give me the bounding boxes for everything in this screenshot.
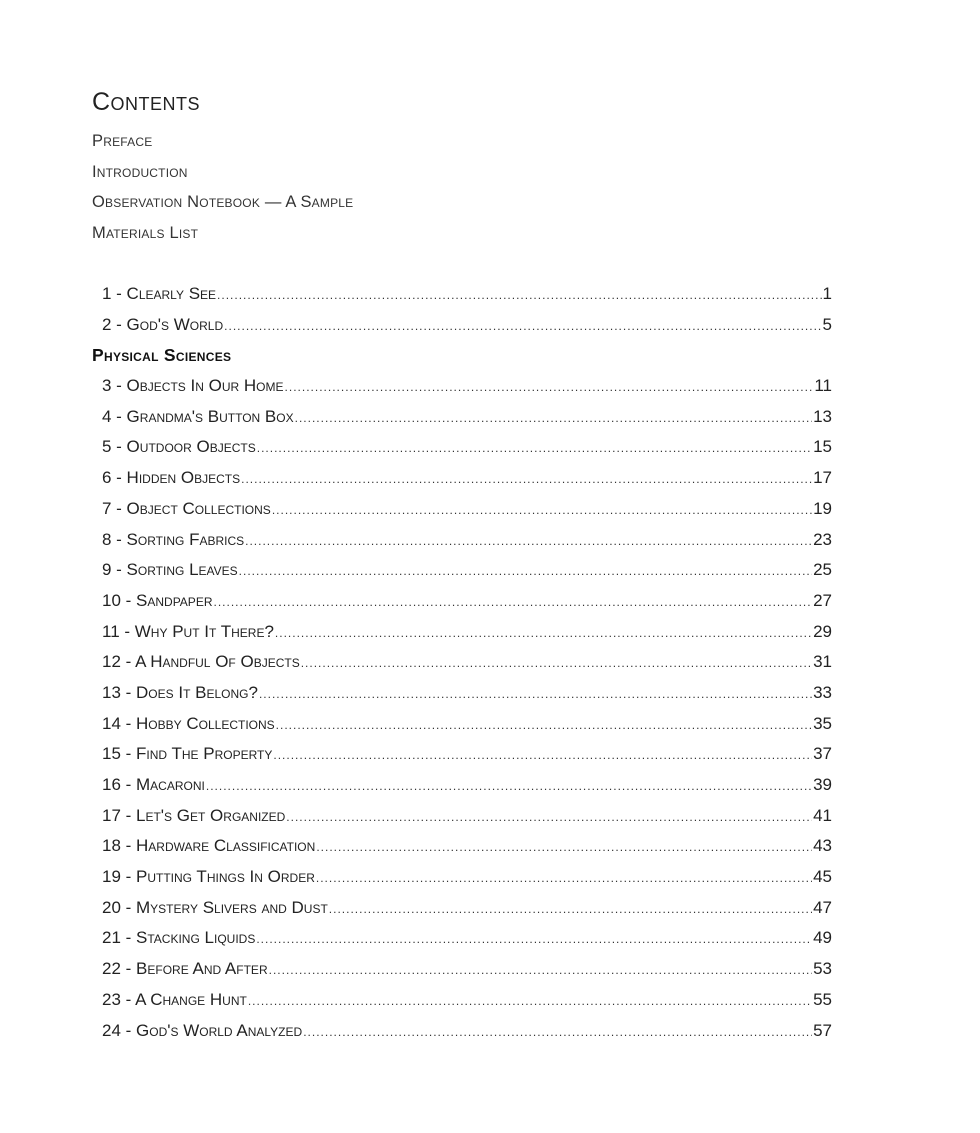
toc-entry[interactable]: [92, 739, 832, 770]
toc-entry-page: 17: [813, 468, 832, 488]
toc-entry[interactable]: [92, 831, 832, 862]
toc-entry[interactable]: [92, 985, 832, 1016]
toc-entry-label: 3 - Objects In Our Home: [102, 376, 284, 396]
dot-leader: [272, 495, 812, 526]
toc-entry-page: 5: [822, 314, 832, 334]
toc-intro-list: [92, 279, 832, 340]
toc-entry-page: 57: [813, 1020, 832, 1040]
toc-entry-page: 31: [813, 652, 832, 672]
toc-entry-label: 18 - Hardware Classification: [102, 836, 316, 856]
dot-leader: [213, 587, 812, 618]
toc-entry[interactable]: [92, 432, 832, 463]
toc-entry[interactable]: [92, 1016, 832, 1047]
page-title: Contents: [92, 88, 201, 116]
toc-entry-page: 23: [813, 529, 832, 549]
toc-entry-label: 24 - God's World Analyzed: [102, 1020, 303, 1040]
toc-entry-label: 15 - Find The Property: [102, 744, 273, 764]
toc-entry[interactable]: [92, 893, 832, 924]
dot-leader: [217, 280, 821, 311]
toc-entry-page: 43: [813, 836, 832, 856]
toc-entry[interactable]: [92, 923, 832, 954]
front-matter-item[interactable]: Preface: [92, 132, 153, 150]
dot-leader: [224, 311, 821, 342]
toc-entry-page: 37: [813, 744, 832, 764]
toc-entry-label: 11 - Why Put It There?: [102, 621, 274, 641]
dot-leader: [257, 433, 812, 464]
toc-entry-label: 23 - A Change Hunt: [102, 989, 247, 1009]
toc-entry[interactable]: [92, 647, 832, 678]
toc-entry-page: 11: [814, 376, 832, 396]
toc-entry-page: 55: [813, 989, 832, 1009]
toc-entry-page: 41: [813, 805, 832, 825]
toc-entry-page: 13: [813, 406, 832, 426]
toc-entry-label: 7 - Object Collections: [102, 498, 271, 518]
toc-entry-label: 10 - Sandpaper: [102, 590, 213, 610]
toc-entry[interactable]: [92, 525, 832, 556]
contents-page: [92, 86, 832, 1046]
dot-leader: [241, 464, 812, 495]
toc-entry[interactable]: [92, 770, 832, 801]
dot-leader: [206, 771, 812, 802]
dot-leader: [303, 1017, 812, 1048]
toc-entry-page: 53: [813, 959, 832, 979]
toc-entry[interactable]: [92, 494, 832, 525]
toc-entry[interactable]: [92, 279, 832, 310]
toc-entry[interactable]: [92, 402, 832, 433]
toc-entry-page: 49: [813, 928, 832, 948]
front-matter-item[interactable]: Materials List: [92, 223, 199, 242]
dot-leader: [256, 924, 812, 955]
toc-entry-label: 14 - Hobby Collections: [102, 713, 275, 733]
toc-entry-label: 6 - Hidden Objects: [102, 468, 241, 488]
toc-entry-page: 1: [822, 284, 832, 303]
toc-entry-page: 29: [813, 621, 832, 641]
dot-leader: [276, 710, 812, 741]
toc-entry[interactable]: [92, 709, 832, 740]
dot-leader: [248, 986, 812, 1017]
toc-entry-label: 9 - Sorting Leaves: [102, 560, 238, 580]
dot-leader: [275, 618, 812, 649]
dot-leader: [285, 372, 814, 403]
toc-entry[interactable]: [92, 678, 832, 709]
toc-entry-label: 20 - Mystery Slivers and Dust: [102, 897, 328, 917]
dot-leader: [239, 556, 812, 587]
dot-leader: [259, 679, 812, 710]
dot-leader: [269, 955, 812, 986]
toc-entry[interactable]: [92, 862, 832, 893]
toc-entry-page: 25: [813, 560, 832, 580]
toc-entry[interactable]: [92, 954, 832, 985]
toc-entry-page: 19: [813, 498, 832, 518]
section-heading: Physical Sciences: [92, 345, 232, 366]
toc-entry-label: 13 - Does It Belong?: [102, 682, 258, 702]
dot-leader: [316, 832, 812, 863]
dot-leader: [245, 526, 812, 557]
toc-entry-page: 47: [813, 897, 832, 917]
dot-leader: [273, 740, 812, 771]
toc-entry-page: 27: [813, 590, 832, 610]
toc-entry[interactable]: [92, 555, 832, 586]
toc-entry-page: 33: [813, 682, 832, 702]
toc-entry-page: 35: [813, 713, 832, 733]
dot-leader: [329, 894, 812, 925]
toc-entry-label: 8 - Sorting Fabrics: [102, 529, 245, 549]
toc-entry-label: 21 - Stacking Liquids: [102, 928, 256, 948]
toc-entry-label: 2 - God's World: [102, 314, 224, 334]
front-matter-list: [92, 126, 832, 248]
toc-entry-label: 5 - Outdoor Objects: [102, 437, 256, 457]
toc-entry[interactable]: [92, 617, 832, 648]
toc-physical-list: [92, 371, 832, 1046]
toc-entry-page: 45: [813, 867, 832, 887]
dot-leader: [295, 403, 812, 434]
toc-entry[interactable]: [92, 586, 832, 617]
divider-space: [92, 248, 832, 279]
toc-entry-label: 1 - Clearly See: [102, 284, 217, 303]
toc-entry-page: 39: [813, 775, 832, 794]
dot-leader: [301, 648, 812, 679]
toc-entry[interactable]: [92, 801, 832, 832]
toc-entry[interactable]: [92, 371, 832, 402]
front-matter-item[interactable]: Observation Notebook — A Sample: [92, 193, 354, 211]
dot-leader: [286, 802, 812, 833]
toc-entry-label: 22 - Before And After: [102, 959, 268, 979]
front-matter-item[interactable]: Introduction: [92, 162, 188, 181]
toc-entry-label: 19 - Putting Things In Order: [102, 867, 315, 887]
toc-entry-label: 17 - Let's Get Organized: [102, 805, 286, 825]
toc-entry-label: 16 - Macaroni: [102, 775, 205, 794]
dot-leader: [316, 863, 812, 894]
toc-entry-label: 12 - A Handful Of Objects: [102, 652, 300, 672]
toc-entry-label: 4 - Grandma's Button Box: [102, 406, 294, 426]
toc-entry[interactable]: [92, 463, 832, 494]
toc-entry[interactable]: [92, 310, 832, 341]
toc-entry-page: 15: [813, 437, 832, 457]
